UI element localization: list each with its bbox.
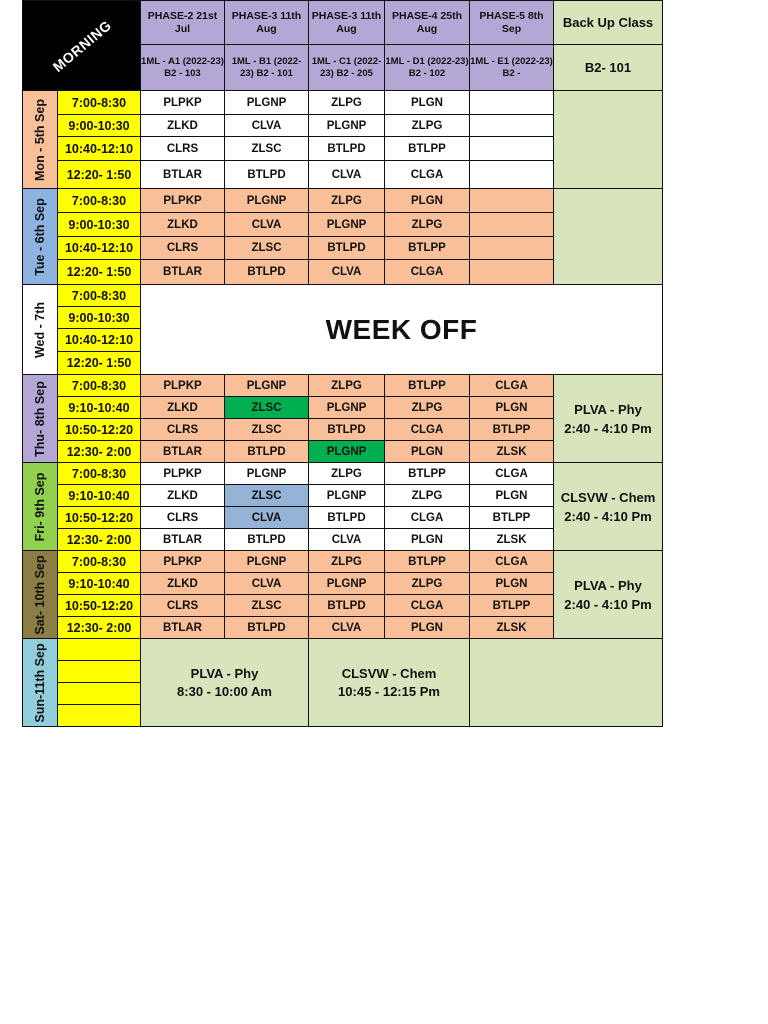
class-cell: PLGN (470, 573, 554, 595)
class-cell: CLVA (309, 529, 385, 551)
class-cell: CLGA (385, 507, 470, 529)
time-slot (58, 705, 141, 727)
morning-corner-label: MORNING (23, 1, 141, 91)
class-cell: PLPKP (141, 91, 225, 115)
class-cell: PLGNP (309, 485, 385, 507)
day-label-thursday: Thu- 8th Sep (23, 375, 58, 463)
class-cell: BTLAR (141, 617, 225, 639)
class-cell: PLPKP (141, 375, 225, 397)
class-cell: BTLPP (470, 595, 554, 617)
batch-header: 1ML - B1 (2022-23) B2 - 101 (225, 45, 309, 91)
time-slot: 9:00-10:30 (58, 307, 141, 329)
class-cell: ZLSK (470, 529, 554, 551)
phase-header: PHASE-5 8th Sep (470, 1, 554, 45)
time-slot: 7:00-8:30 (58, 463, 141, 485)
class-cell: CLRS (141, 507, 225, 529)
class-cell: PLGN (385, 91, 470, 115)
class-cell: BTLAR (141, 441, 225, 463)
time-slot: 7:00-8:30 (58, 285, 141, 307)
time-slot: 7:00-8:30 (58, 375, 141, 397)
class-cell: PLGNP (309, 213, 385, 237)
class-cell: ZLSC (225, 137, 309, 161)
class-cell: CLVA (309, 161, 385, 189)
class-cell: CLRS (141, 419, 225, 441)
class-cell: BTLPP (470, 507, 554, 529)
day-label-saturday: Sat- 10th Sep (23, 551, 58, 639)
class-cell: PLGN (470, 485, 554, 507)
class-cell: BTLPP (385, 463, 470, 485)
time-slot: 12:20- 1:50 (58, 352, 141, 375)
class-cell: PLGN (470, 397, 554, 419)
time-slot: 7:00-8:30 (58, 189, 141, 213)
phase-header: PHASE-4 25th Aug (385, 1, 470, 45)
class-cell: PLGNP (225, 91, 309, 115)
batch-header: 1ML - E1 (2022-23) B2 - (470, 45, 554, 91)
class-cell: BTLPD (309, 595, 385, 617)
class-cell-highlighted: ZLSC (225, 485, 309, 507)
class-cell: PLGNP (309, 573, 385, 595)
class-cell: BTLPD (225, 529, 309, 551)
class-cell: PLPKP (141, 189, 225, 213)
class-cell: BTLPD (225, 441, 309, 463)
batch-header: 1ML - D1 (2022-23) B2 - 102 (385, 45, 470, 91)
time-slot: 12:30- 2:00 (58, 441, 141, 463)
class-cell: ZLKD (141, 115, 225, 137)
class-cell-highlighted: ZLSC (225, 397, 309, 419)
class-cell (470, 161, 554, 189)
class-cell: PLGNP (225, 189, 309, 213)
class-cell: CLRS (141, 595, 225, 617)
class-cell: CLVA (225, 115, 309, 137)
class-cell: BTLPP (470, 419, 554, 441)
class-cell: ZLSC (225, 237, 309, 260)
batch-header: 1ML - A1 (2022-23) B2 - 103 (141, 45, 225, 91)
day-label-tuesday: Tue - 6th Sep (23, 189, 58, 285)
class-cell: BTLPP (385, 137, 470, 161)
time-slot (58, 639, 141, 661)
class-cell: BTLPD (309, 237, 385, 260)
class-cell: PLGN (385, 441, 470, 463)
day-label-sunday: Sun-11th Sep (23, 639, 58, 727)
phase-header: PHASE-3 11th Aug (225, 1, 309, 45)
time-slot: 10:50-12:20 (58, 507, 141, 529)
class-cell: ZLPG (309, 375, 385, 397)
class-cell: BTLPP (385, 551, 470, 573)
time-slot: 9:10-10:40 (58, 573, 141, 595)
backup-class-cell: PLVA - Phy 2:40 - 4:10 Pm (554, 551, 663, 639)
class-cell: CLGA (385, 260, 470, 285)
backup-class-cell (554, 189, 663, 285)
class-cell: BTLAR (141, 161, 225, 189)
class-cell: CLGA (470, 375, 554, 397)
class-cell (470, 189, 554, 213)
class-cell: ZLSK (470, 441, 554, 463)
class-cell: CLRS (141, 137, 225, 161)
time-slot (58, 683, 141, 705)
class-cell: BTLPD (225, 260, 309, 285)
class-cell: CLVA (309, 617, 385, 639)
class-cell: BTLPP (385, 237, 470, 260)
class-cell: ZLKD (141, 213, 225, 237)
sunday-session: PLVA - Phy 8:30 - 10:00 Am (141, 639, 309, 727)
backup-class-header: Back Up Class (554, 1, 663, 45)
class-cell: CLVA (309, 260, 385, 285)
class-cell: BTLPD (309, 419, 385, 441)
time-slot: 9:10-10:40 (58, 397, 141, 419)
time-slot: 10:40-12:10 (58, 237, 141, 260)
class-cell (470, 213, 554, 237)
class-cell-highlighted: CLVA (225, 507, 309, 529)
backup-class-cell: CLSVW - Chem 2:40 - 4:10 Pm (554, 463, 663, 551)
class-cell (470, 237, 554, 260)
class-cell: PLPKP (141, 463, 225, 485)
class-cell: BTLPD (225, 161, 309, 189)
batch-header: 1ML - C1 (2022-23) B2 - 205 (309, 45, 385, 91)
time-slot: 9:00-10:30 (58, 213, 141, 237)
day-label-monday: Mon - 5th Sep (23, 91, 58, 189)
time-slot: 12:30- 2:00 (58, 529, 141, 551)
class-cell: ZLPG (385, 213, 470, 237)
class-cell: ZLSC (225, 419, 309, 441)
class-cell (470, 137, 554, 161)
time-slot: 10:40-12:10 (58, 137, 141, 161)
class-cell: CLRS (141, 237, 225, 260)
sunday-session (470, 639, 663, 727)
class-cell: ZLPG (309, 91, 385, 115)
class-cell: CLGA (385, 161, 470, 189)
time-slot: 9:10-10:40 (58, 485, 141, 507)
class-cell: PLPKP (141, 551, 225, 573)
class-cell: ZLKD (141, 573, 225, 595)
class-cell: CLGA (385, 595, 470, 617)
time-slot: 9:00-10:30 (58, 115, 141, 137)
class-cell: PLGN (385, 189, 470, 213)
class-cell: BTLPP (385, 375, 470, 397)
class-cell-highlighted: PLGNP (309, 441, 385, 463)
class-cell: ZLSC (225, 595, 309, 617)
day-label-wednesday: Wed - 7th (23, 285, 58, 375)
class-cell: PLGNP (225, 463, 309, 485)
day-label-friday: Fri- 9th Sep (23, 463, 58, 551)
class-cell: ZLPG (385, 485, 470, 507)
timetable (22, 0, 663, 727)
time-slot: 7:00-8:30 (58, 551, 141, 573)
time-slot: 12:30- 2:00 (58, 617, 141, 639)
time-slot (58, 661, 141, 683)
class-cell: ZLKD (141, 485, 225, 507)
class-cell (470, 91, 554, 115)
time-slot: 10:50-12:20 (58, 595, 141, 617)
class-cell: CLGA (470, 463, 554, 485)
class-cell: PLGNP (309, 397, 385, 419)
backup-room-header: B2- 101 (554, 45, 663, 91)
week-off-banner: WEEK OFF (141, 285, 663, 375)
class-cell: CLVA (225, 573, 309, 595)
class-cell: ZLPG (385, 115, 470, 137)
time-slot: 10:40-12:10 (58, 329, 141, 352)
phase-header: PHASE-3 11th Aug (309, 1, 385, 45)
sunday-session: CLSVW - Chem 10:45 - 12:15 Pm (309, 639, 470, 727)
time-slot: 7:00-8:30 (58, 91, 141, 115)
time-slot: 10:50-12:20 (58, 419, 141, 441)
phase-header: PHASE-2 21st Jul (141, 1, 225, 45)
class-cell (470, 115, 554, 137)
class-cell: PLGN (385, 529, 470, 551)
class-cell: ZLSK (470, 617, 554, 639)
class-cell: BTLAR (141, 260, 225, 285)
time-slot: 12:20- 1:50 (58, 161, 141, 189)
class-cell: ZLPG (309, 189, 385, 213)
class-cell: CLVA (225, 213, 309, 237)
class-cell: PLGNP (309, 115, 385, 137)
class-cell: CLGA (385, 419, 470, 441)
class-cell: BTLPD (309, 137, 385, 161)
class-cell: ZLKD (141, 397, 225, 419)
class-cell: BTLPD (225, 617, 309, 639)
class-cell: ZLPG (385, 397, 470, 419)
time-slot: 12:20- 1:50 (58, 260, 141, 285)
class-cell: ZLPG (385, 573, 470, 595)
class-cell: ZLPG (309, 551, 385, 573)
class-cell: PLGNP (225, 551, 309, 573)
class-cell: CLGA (470, 551, 554, 573)
class-cell: BTLAR (141, 529, 225, 551)
class-cell (470, 260, 554, 285)
class-cell: PLGN (385, 617, 470, 639)
class-cell: ZLPG (309, 463, 385, 485)
backup-class-cell: PLVA - Phy 2:40 - 4:10 Pm (554, 375, 663, 463)
class-cell: PLGNP (225, 375, 309, 397)
class-cell: BTLPD (309, 507, 385, 529)
backup-class-cell (554, 91, 663, 189)
